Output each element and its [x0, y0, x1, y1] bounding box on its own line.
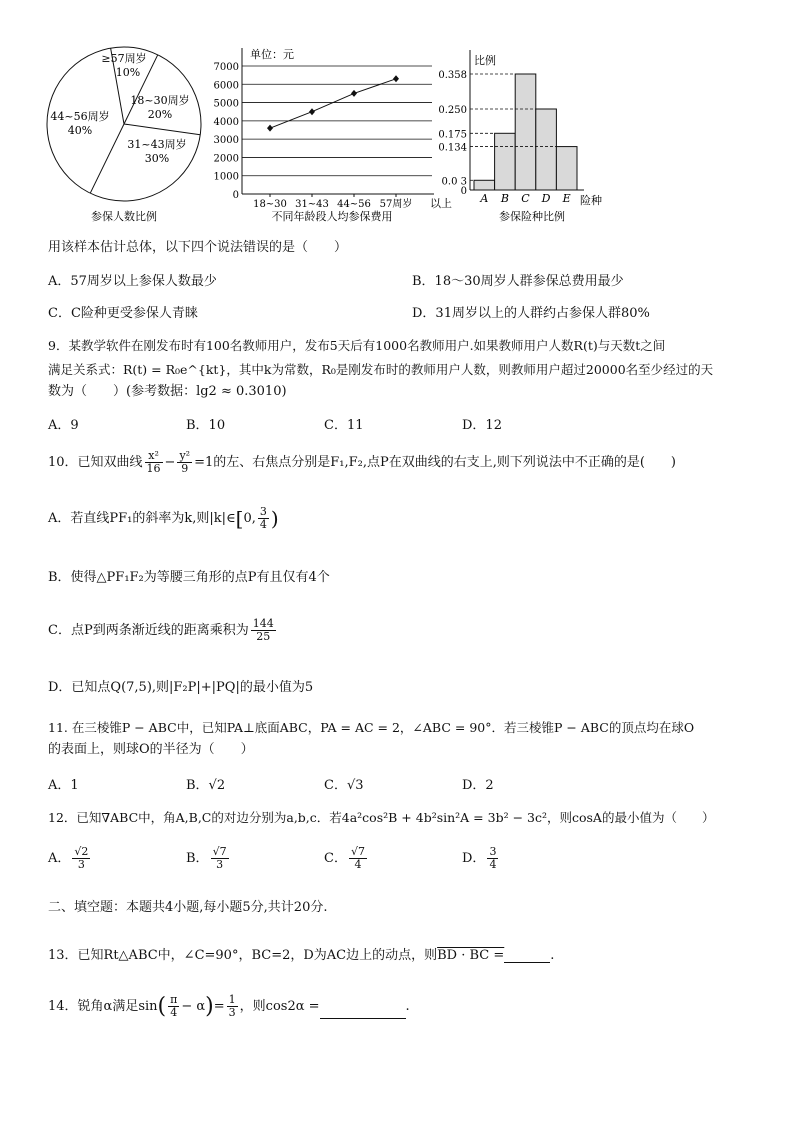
line-ytick-label: 0 [232, 190, 239, 201]
line-x-suffix: 以上 [430, 197, 452, 210]
bar-xtick-label: B [500, 192, 509, 205]
bar-chart [434, 44, 614, 226]
q9-line2: 满足关系式：R(t) = R₀e^{kt}，其中k为常数，R₀是刚发布时的教师用户人数，则教师用户超过20000名至少经过的天 [48, 362, 714, 377]
q10-post: =1的左、右焦点分别是F₁,F₂,点P在双曲线的右支上,则下列说法中不正确的是( ) [194, 455, 676, 470]
bar-ytick-label: 0.0 3 [441, 176, 467, 188]
line-unit: 单位：元 [250, 48, 294, 61]
q14: 14．锐角α满足sin( $\frac{\pi}{4}$ − α)= $\frac{1}{3}$ ，则cos2α = . [48, 993, 410, 1019]
line-point [309, 108, 315, 115]
q8-stem: 用该样本估计总体，以下四个说法错误的是（ ） [48, 240, 348, 255]
q12-option-b[interactable]: B． $\frac{√7}{3}$ [186, 845, 227, 871]
q9-option-d[interactable]: D．12 [462, 418, 502, 433]
bar-caption: 参保险种比例 [499, 210, 565, 223]
q12-option-c[interactable]: C． $\frac{√7}{4}$ [324, 845, 365, 871]
pie-pct-31-43: 30% [144, 152, 170, 165]
line-caption: 不同年龄段人均参保费用 [271, 210, 393, 223]
q10-frac-y: $\frac{\text{y²}}{9}$ [179, 449, 191, 475]
q9-line1: 9．某教学软件在刚发布时有100名教师用户，发布5天后有1000名教师用户.如果教师用户人数R(t)与天数t之间 [48, 338, 666, 353]
bar-ytick-label: 0.358 [438, 70, 467, 81]
q12-option-a[interactable]: A． $\frac{√2}{3}$ [48, 845, 89, 871]
line-ytick-label: 2000 [213, 153, 239, 165]
q11-option-a[interactable]: A．1 [48, 778, 79, 793]
q12-line1: 12．已知∇ABC中，角A,B,C的对边分别为a,b,c．若4a²cos²B + 4b²sin²A = 3b² − 3c²，则cosA的最小值为（ ） [48, 810, 715, 825]
q8-option-c[interactable]: C．C险种更受参保人青睐 [48, 306, 198, 321]
line-ytick-label: 5000 [213, 98, 239, 110]
q8-option-a[interactable]: A．57周岁以上参保人数最少 [48, 274, 217, 289]
pie-slice-boundary-2 [124, 124, 200, 135]
bar-ytick-label: 0.250 [438, 104, 467, 116]
line-ytick-label: 6000 [213, 80, 239, 92]
q8-option-b[interactable]: B．18～30周岁人群参保总费用最少 [412, 274, 624, 289]
pie-label-18-30: 18~30周岁 [130, 94, 190, 107]
line-xtick-label: 44~56 [337, 199, 371, 210]
q13-answer-blank[interactable] [504, 948, 550, 963]
q11-line2: 的表面上，则球O的半径为（ ） [48, 742, 254, 757]
q10-option-d[interactable]: D．已知点Q(7,5),则|F₂P|+|PQ|的最小值为5 [48, 680, 314, 695]
line-chart [206, 44, 452, 226]
q11-option-d[interactable]: D．2 [462, 778, 494, 793]
bar-C [515, 74, 536, 190]
q10-pre: 10．已知双曲线 [48, 455, 143, 470]
line-ytick-label: 1000 [213, 171, 239, 183]
q11-line1: 11. 在三棱锥P − ABC中，已知PA⊥底面ABC，PA = AC = 2，∠ABC = 90°．若三棱锥P − ABC的顶点均在球O [48, 720, 695, 735]
bar-xtick-label: E [562, 192, 571, 205]
q12-option-d[interactable]: D． $\frac{3}{4}$ [462, 845, 497, 871]
q9-line3: 数为（ ）(参考数据：lg2 ≈ 0.3010) [48, 384, 287, 399]
pie-label-31-43: 31~43周岁 [127, 138, 187, 151]
line-point [393, 75, 399, 82]
line-xtick-label: 31~43 [295, 199, 329, 210]
q10-option-c[interactable]: C．点P到两条渐近线的距离乘积为 $\frac{144}{25}$ [48, 617, 274, 643]
bar-D [536, 109, 557, 190]
section-2-heading: 二、填空题：本题共4小题,每小题5分,共计20分. [48, 900, 328, 915]
line-ytick-label: 7000 [213, 62, 239, 73]
q10-frac-x: $\frac{\text{x²}}{16}$ [146, 449, 161, 475]
q11-option-b[interactable]: B．√2 [186, 778, 226, 793]
q9-option-a[interactable]: A．9 [48, 418, 79, 433]
q13: 13．已知Rt△ABC中，∠C=90°，BC=2，D为AC边上的动点，则BD · BC = . [48, 948, 555, 963]
bar-B [495, 133, 516, 190]
q8-option-d[interactable]: D．31周岁以上的人群约占参保人群80% [412, 306, 650, 321]
bar-series [438, 70, 577, 205]
q11-option-c[interactable]: C．√3 [324, 778, 364, 793]
bar-ytick-label: 0.175 [438, 129, 467, 141]
pie-pct-18-30: 20% [147, 108, 173, 121]
pie-label-44-56: 44~56周岁 [50, 110, 110, 123]
pie-caption: 参保人数比例 [91, 210, 157, 223]
bar-ytick-label: 0 [460, 186, 467, 197]
q13-vector-expr: BD · BC = [437, 948, 505, 963]
bar-xtick-label: D [541, 192, 551, 205]
q10-stem: 10．已知双曲线 $\frac{\text{x²}}{16}$ − $\frac{\text{y²}}{9}$ =1的左、右焦点分别是F₁,F₂,点P在双曲线的右支上,则下列说法中不正确的是( ) [48, 449, 676, 475]
bar-ytick-label: 0.134 [438, 142, 467, 154]
pie-chart [44, 44, 206, 226]
line-series [253, 75, 412, 210]
line-ytick-label: 4000 [213, 116, 239, 128]
line-point [267, 125, 273, 132]
q10-option-b[interactable]: B．使得△PF₁F₂为等腰三角形的点P有且仅有4个 [48, 570, 330, 585]
line-xtick-label: 18~30 [253, 199, 287, 210]
line-grid [214, 62, 432, 201]
bar-A [474, 180, 495, 190]
bar-ylabel: 比例 [474, 54, 496, 67]
line-point [351, 90, 357, 97]
q9-option-b[interactable]: B．10 [186, 418, 226, 433]
bar-xtick-label: C [521, 192, 530, 205]
q10-option-a[interactable]: A．若直线PF₁的斜率为k,则|k|∈[0, $\frac{3}{4}$ ) [48, 505, 279, 531]
pie-label-57: ≥57周岁 [101, 52, 147, 65]
line-ytick-label: 3000 [213, 135, 239, 147]
pie-slice-boundary-3 [90, 124, 124, 193]
bar-xlabel: 险种 [580, 194, 602, 207]
q9-option-c[interactable]: C．11 [324, 418, 364, 433]
q14-answer-blank[interactable] [320, 1004, 406, 1019]
line-xtick-label: 57周岁 [379, 199, 413, 210]
pie-pct-44-56: 40% [67, 124, 93, 137]
bar-xtick-label: A [480, 192, 489, 205]
bar-E [556, 147, 577, 190]
pie-pct-57: 10% [115, 66, 141, 79]
